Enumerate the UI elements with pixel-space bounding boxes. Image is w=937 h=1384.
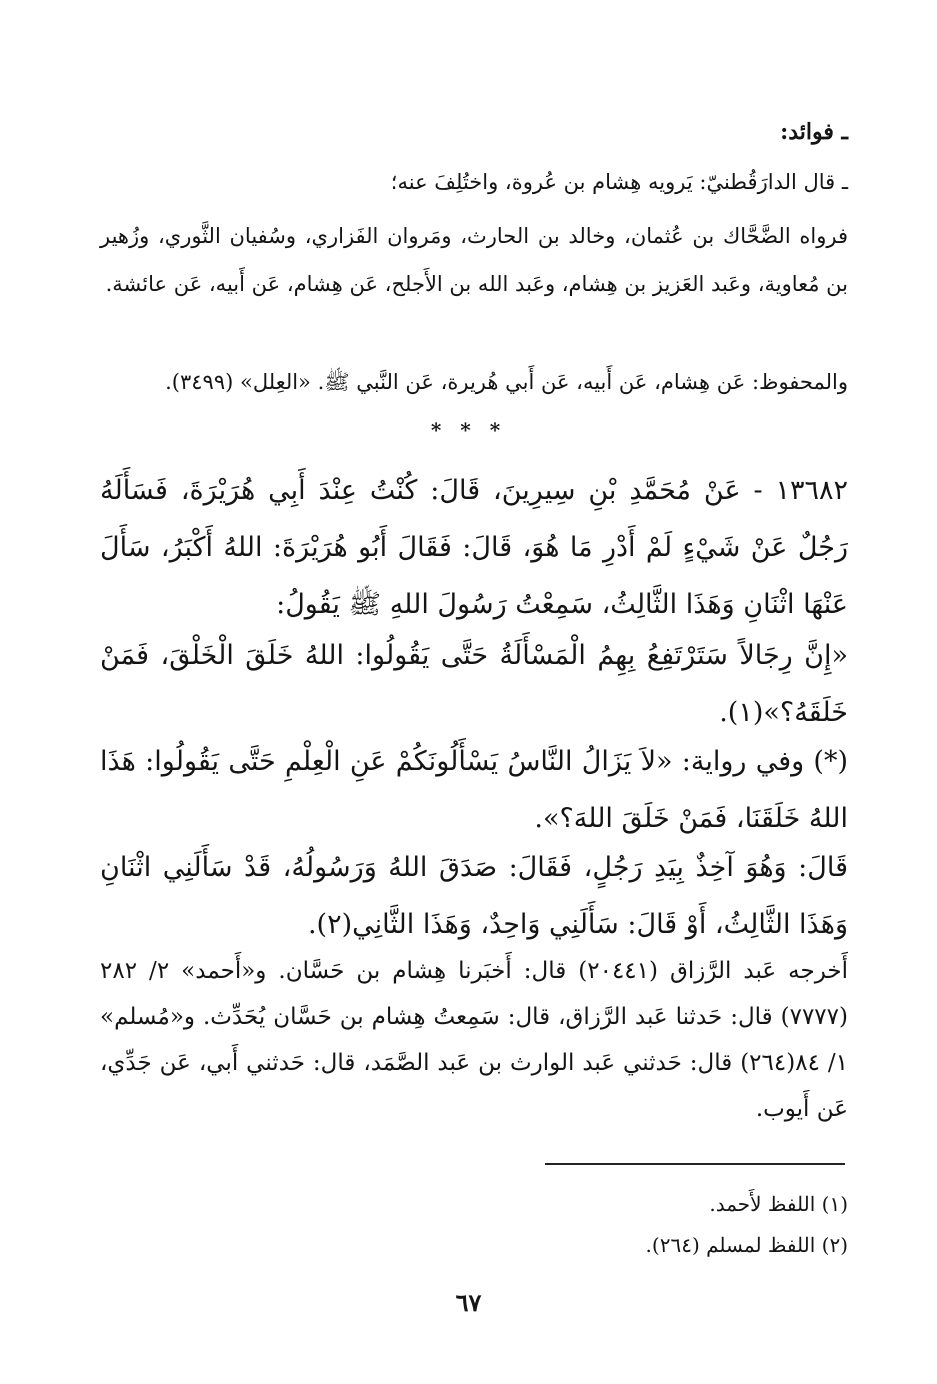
footnote-2: (٢) اللفظ لمسلم (٢٦٤). <box>645 1233 848 1257</box>
mahfuz-paragraph: والمحفوظ: عَن هِشام، عَن أَبيه، عَن أَبي هُريرة، عَن النَّبي ﷺ. «العِلل» (٣٤٩٩). <box>165 370 848 394</box>
page-number: ٦٧ <box>455 1288 482 1317</box>
hadith-quote: «إِنَّ رِجَالاً سَتَرْتَفِعُ بِهِمُ الْمَسْأَلَةُ حَتَّى يَقُولُوا: اللهُ خَلَقَ الْخَلْقَ، فَمَنْ خَلَقَهُ؟»(١). <box>100 640 848 728</box>
takhrij-paragraph: أَخرجه عَبد الرَّزاق (٢٠٤٤١) قال: أَخبَرنا هِشام بن حَسَّان. و«أَحمد» ٢/ ٢٨٢ (٧٧٧٧) قال: حَدثنا عَبد الرَّزاق، قال: سَمِعتُ هِشام بن حَسَّان يُحَدِّث. و«مُسلم» ١/ ٨٤(٢٦٤) قال: حَدثني عَبد الوارث بن عَبد الصَّمَد، قال: حَدثني أَبي، عَن جَدِّي، عَن أَيوب. <box>100 958 848 1122</box>
daraqutni-paragraph: ـ قال الدارَقُطنيّ: يَرويه هِشام بن عُروة، واختُلِفَ عنه؛ <box>390 170 848 194</box>
hadith-intro: ١٣٦٨٢ - عَنْ مُحَمَّدِ بْنِ سِيرِينَ، قَالَ: كُنْتُ عِنْدَ أَبِي هُرَيْرَةَ، فَسَأَلَهُ رَجُلٌ عَنْ شَيْءٍ لَمْ أَدْرِ مَا هُوَ، قَالَ: فَقَالَ أَبُو هُرَيْرَةَ: اللهُ أَكْبَرُ، سَأَلَ عَنْهَا اثْنَانِ وَهَذَا الثَّالِثُ، سَمِعْتُ رَسُولَ اللهِ ﷺ يَقُولُ: <box>100 475 848 620</box>
separator-stars: * * * <box>430 418 507 442</box>
section-heading: ـ فوائد: <box>780 119 848 145</box>
hadith-qala: قَالَ: وَهُوَ آخِذٌ بِيَدِ رَجُلٍ، فَقَالَ: صَدَقَ اللهُ وَرَسُولُهُ، قَدْ سَأَلَنِي اثْنَانِ وَهَذَا الثَّالِثُ، أَوْ قَالَ: سَأَلَنِي وَاحِدٌ، وَهَذَا الثَّانِي(٢). <box>100 852 848 940</box>
footnote-1: (١) اللفظ لأَحمد. <box>709 1192 848 1216</box>
narrators-paragraph: فرواه الضَّحَّاك بن عُثمان، وخالد بن الحارث، ومَروان الفَزاري، وسُفيان الثَّوري، وزُهير بن مُعاوية، وعَبد العَزيز بن هِشام، وعَبد الله بن الأَجلح، عَن هِشام، عَن أَبيه، عَن عائشة. <box>100 224 848 296</box>
hadith-riwaya: (*) وفي رواية: «لاَ يَزَالُ النَّاسُ يَسْأَلُونَكُمْ عَنِ الْعِلْمِ حَتَّى يَقُولُوا: هَذَا اللهُ خَلَقَنَا، فَمَنْ خَلَقَ اللهَ؟». <box>100 746 848 834</box>
footnote-divider <box>545 1163 845 1165</box>
